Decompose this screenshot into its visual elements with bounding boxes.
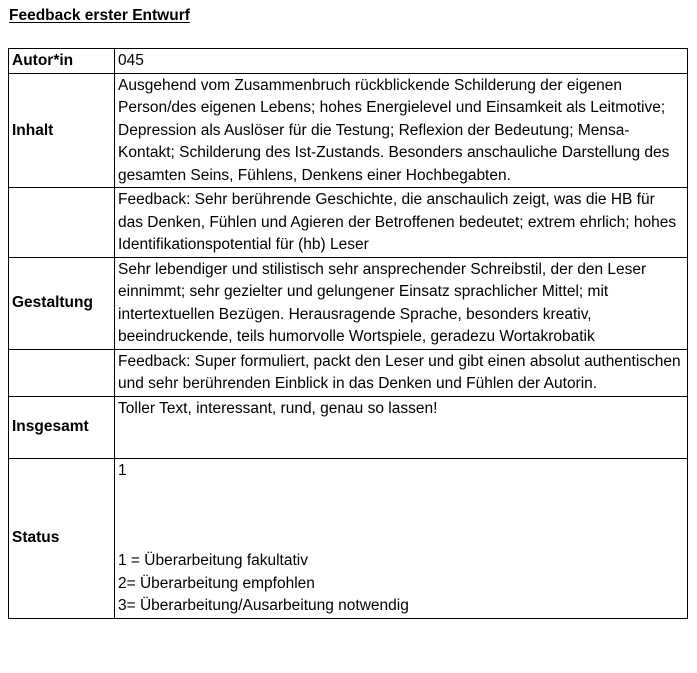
status-legend-item: 1 = Überarbeitung fakultativ: [118, 552, 308, 569]
design-label: Gestaltung: [9, 257, 115, 349]
status-legend-item: 3= Überarbeitung/Ausarbeitung notwendig: [118, 597, 409, 614]
table-row-author: [9, 49, 688, 74]
status-legend-item: 2= Überarbeitung empfohlen: [118, 574, 315, 592]
content-label: Inhalt: [9, 73, 115, 188]
overall-value: Toller Text, interessant, rund, genau so lassen!: [115, 396, 688, 458]
content-feedback-label-empty: [9, 188, 115, 258]
author-label: Autor*in: [9, 49, 115, 74]
table-row-content-feedback: [9, 188, 688, 258]
design-value: Sehr lebendiger und stilistisch sehr ansprechender Schreibstil, der den Leser einnimmt; sehr gezielter und gelungener Einsatz sprachlicher Mittel; mit intertextuellen Bezügen. Herausragende Sprache, besonders kreativ, beeindruckende, teils humorvolle Wortspiele, geradezu Wortakrobatik: [115, 257, 688, 349]
status-label: Status: [9, 458, 115, 618]
content-value: Ausgehend vom Zusammenbruch rückblickende Schilderung der eigenen Person/des eigenen Lebens; hohes Energielevel und Einsamkeit als Leitmotive; Depression als Auslöser für die Testung; Reflexion der Bedeutung; Mensa-Kontakt; Schilderung des Ist-Zustands. Besonders anschauliche Darstellung des gesamten Seins, Fühlens, Denkens einer Hochbegabten.: [115, 73, 688, 188]
status-cell: [115, 458, 688, 618]
document-title: Feedback erster Entwurf: [9, 7, 190, 24]
status-value: 1: [118, 461, 127, 479]
overall-label: Insgesamt: [9, 396, 115, 458]
status-spacer: [118, 482, 684, 550]
table-row-overall: [9, 396, 688, 458]
content-feedback: Feedback: Sehr berührende Geschichte, die anschaulich zeigt, was die HB für das Denken, Fühlen und Agieren der Betroffenen bedeutet; extrem ehrlich; hohes Identifikationspotential für (hb) Leser: [115, 188, 688, 258]
feedback-table: [8, 48, 688, 619]
table-row-content: [9, 73, 688, 188]
status-legend: [118, 550, 684, 618]
table-row-design-feedback: [9, 349, 688, 396]
design-feedback: Feedback: Super formuliert, packt den Leser und gibt einen absolut authentischen und sehr berührenden Einblick in das Denken und Fühlen der Autorin.: [115, 349, 688, 396]
author-value: 045: [115, 49, 688, 74]
design-feedback-label-empty: [9, 349, 115, 396]
table-row-design: [9, 257, 688, 349]
table-row-status: [9, 458, 688, 618]
